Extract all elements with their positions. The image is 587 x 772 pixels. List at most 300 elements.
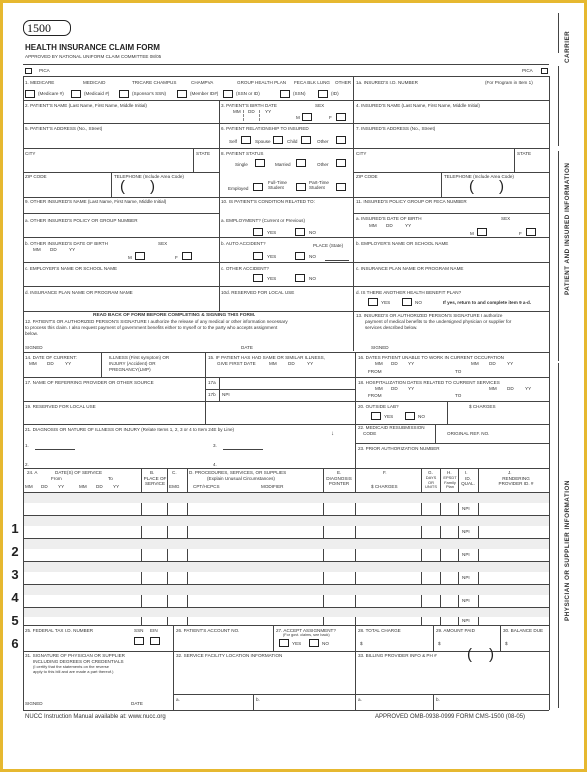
box24-h: H. <box>447 470 452 475</box>
box13-l3: services described below. <box>365 325 418 330</box>
rule <box>243 110 244 121</box>
box9b-dd: DD <box>50 247 57 252</box>
another-plan-no-box[interactable] <box>402 298 412 306</box>
rule <box>101 352 102 377</box>
auto-no: NO <box>309 254 316 259</box>
box16-mm2: MM <box>471 361 479 366</box>
box12-l1: 12. PATIENT'S OR AUTHORIZED PERSON'S SIGNATURE I authorize the release of any medical or other information necessary <box>25 319 288 324</box>
box18-mm2: MM <box>489 386 497 391</box>
medicare-checkbox[interactable] <box>25 90 35 98</box>
box17b-npi: NPI <box>222 392 230 397</box>
phone-paren-close: ) <box>150 178 155 195</box>
box20-charges: $ CHARGES <box>469 404 496 409</box>
box11a-mm: MM <box>369 223 377 228</box>
group-checkbox[interactable] <box>223 90 233 98</box>
rule <box>253 694 254 710</box>
accept-yes: YES <box>292 641 302 646</box>
box1-group: GROUP HEALTH PLAN <box>237 80 287 85</box>
row-number: 5 <box>11 613 19 628</box>
dx2-label: 2. <box>25 462 29 467</box>
box12-l2: to process this claim. I also request payment of government benefits either to myself or to the party who accepts assignment <box>25 325 278 330</box>
rule <box>111 172 112 197</box>
box9b-sex: SEX <box>158 241 168 246</box>
box3-m: M <box>296 115 300 120</box>
box16-dd: DD <box>391 361 398 366</box>
dx4-label: 4. <box>213 462 217 467</box>
employment-yes-box[interactable] <box>253 228 263 236</box>
box24-dates: DATE(S) OF SERVICE <box>55 470 103 475</box>
champva-checkbox[interactable] <box>177 90 187 98</box>
box14-dd: DD <box>47 361 54 366</box>
box11a-label: a. INSURED'S DATE OF BIRTH <box>356 216 422 221</box>
rule <box>23 100 549 101</box>
ssn-checkbox[interactable] <box>134 637 144 645</box>
box9b-f: F <box>175 255 178 260</box>
table-row-shade <box>24 516 549 526</box>
status-married-box[interactable] <box>296 159 306 167</box>
box10-label: 10. IS PATIENT'S CONDITION RELATED TO: <box>221 199 315 204</box>
box31-l2: INCLUDING DEGREES OR CREDENTIALS <box>33 659 124 664</box>
box11b-label: b. EMPLOYER'S NAME OR SCHOOL NAME <box>356 241 449 246</box>
box24-b: B. <box>150 470 155 475</box>
box3-f: F <box>329 115 332 120</box>
rule <box>23 148 549 149</box>
box3-label: 3. PATIENT'S BIRTH DATE <box>221 103 277 108</box>
rel-spouse: Spouse <box>255 139 271 144</box>
rel-self: Self <box>229 139 237 144</box>
box26-label: 26. PATIENT'S ACCOUNT NO. <box>176 628 240 633</box>
box15-first: GIVE FIRST DATE <box>217 361 256 366</box>
box33-b: b. <box>436 697 440 702</box>
city-label-2: CITY <box>356 151 367 156</box>
box10b-place: PLACE (State) <box>313 243 344 248</box>
status-fulltime: Full-Time Student <box>268 180 287 191</box>
box24-i2: ID. QUAL. <box>461 476 475 487</box>
state-label-2: STATE <box>517 151 532 156</box>
box24-g: G. <box>428 470 433 475</box>
box18-dd: DD <box>391 386 398 391</box>
rule <box>205 389 355 390</box>
box12-l3: below. <box>25 331 39 336</box>
box1a-label: 1a. INSURED'S I.D. NUMBER <box>356 80 418 85</box>
state-label: STATE <box>196 151 211 156</box>
box16-mm: MM <box>375 361 383 366</box>
rule <box>353 213 549 214</box>
status-married: Married <box>275 162 291 167</box>
box33-paren-close: ) <box>489 646 494 663</box>
rel-other: Other <box>317 139 329 144</box>
box24-d: D. PROCEDURES, SERVICES, OR SUPPLIES <box>189 470 287 475</box>
dx1-label: 1. <box>25 443 29 448</box>
group-sub: (SSN or ID) <box>236 91 260 96</box>
box9b-yy: YY <box>69 247 76 252</box>
carrier-line-bot <box>558 66 559 146</box>
status-other: Other <box>317 162 329 167</box>
status-single: Single <box>235 162 248 167</box>
employment-no-box[interactable] <box>295 228 305 236</box>
box3-mm: MM <box>233 109 241 114</box>
box10b-label: b. AUTO ACCIDENT? <box>221 241 266 246</box>
box24-e: E. <box>337 470 342 475</box>
rule <box>355 443 549 444</box>
another-plan-yes: YES <box>381 300 391 305</box>
phone-paren-open: ( <box>120 178 125 195</box>
box25-label: 25. FEDERAL TAX I.D. NUMBER <box>25 628 94 633</box>
rel-spouse-box[interactable] <box>273 136 283 144</box>
box1-champva: CHAMPVA <box>191 80 214 85</box>
employment-yes: YES <box>267 230 277 235</box>
rule <box>353 172 549 173</box>
box18-to: TO <box>455 393 462 398</box>
dx3-label: 3. <box>213 443 217 448</box>
box1a-note: (For Program in Item 1) <box>485 80 533 85</box>
feca-checkbox[interactable] <box>280 90 290 98</box>
medicaid-sub: (Medicaid #) <box>84 91 110 96</box>
box24-emg: EMG <box>169 484 180 489</box>
box11a-f: F <box>519 231 522 236</box>
pica-left: PICA <box>39 68 50 73</box>
rule <box>435 424 436 443</box>
box17b-label: 17b <box>208 392 216 397</box>
box22-label: 22. MEDICAID RESUBMISSION <box>358 425 425 430</box>
box15-dd: DD <box>288 361 295 366</box>
row-npi: NPI <box>462 529 470 534</box>
box18-dd2: DD <box>507 386 514 391</box>
row-npi: NPI <box>462 618 470 623</box>
accept-yes-box[interactable] <box>279 639 289 647</box>
box15-label: 15. IF PATIENT HAS HAD SAME OR SIMILAR ILLNESS, <box>208 355 325 360</box>
rule <box>23 64 549 65</box>
box10d-label: 10d. RESERVED FOR LOCAL USE <box>221 290 295 295</box>
box10c-label: c. OTHER ACCIDENT? <box>221 266 269 271</box>
row-npi: NPI <box>462 552 470 557</box>
rule <box>23 237 549 238</box>
box9b-label: b. OTHER INSURED'S DATE OF BIRTH <box>25 241 108 246</box>
ein-checkbox[interactable] <box>150 637 160 645</box>
rule <box>23 377 549 378</box>
box16-yy2: YY <box>507 361 514 366</box>
rule <box>23 213 219 214</box>
box32-a: a. <box>176 697 180 702</box>
box24-modifier: MODIFIER <box>261 484 284 489</box>
box7-label: 7. INSURED'S ADDRESS (No., Street) <box>356 126 436 131</box>
other-sub: (ID) <box>331 91 339 96</box>
insured-sex-m[interactable] <box>477 228 487 236</box>
box14-mm: MM <box>29 361 37 366</box>
box15-yy: YY <box>307 361 314 366</box>
outside-lab-no: NO <box>418 414 425 419</box>
rule <box>500 625 501 651</box>
box3-sex: SEX <box>315 103 325 108</box>
form-title: HEALTH INSURANCE CLAIM FORM <box>25 43 160 52</box>
row-number: 3 <box>11 567 19 582</box>
row-npi: NPI <box>462 598 470 603</box>
box25-ein: EIN <box>150 628 158 633</box>
box24-yy: YY <box>58 484 65 489</box>
table-row-shade <box>24 539 549 549</box>
rule <box>23 172 219 173</box>
rel-child-box[interactable] <box>301 136 311 144</box>
box30-dollar: $ <box>505 641 508 646</box>
accept-no: NO <box>322 641 329 646</box>
auto-no-box[interactable] <box>295 252 305 260</box>
rule <box>193 148 194 172</box>
box24-c: C. <box>172 470 177 475</box>
box27-label: 27. ACCEPT ASSIGNMENT? <box>276 628 336 633</box>
medicaid-checkbox[interactable] <box>71 90 81 98</box>
row-npi: NPI <box>462 506 470 511</box>
rule <box>23 468 549 469</box>
box31-date: DATE <box>131 701 143 706</box>
box24-d2: (Explain Unusual Circumstances) <box>207 476 275 481</box>
rel-self-box[interactable] <box>241 136 251 144</box>
rule <box>205 352 206 424</box>
approval-text: APPROVED BY NATIONAL UNIFORM CLAIM COMMITTEE 08/05 <box>25 54 162 59</box>
box24-j2: RENDERING PROVIDER ID. # <box>498 476 534 487</box>
rel-child: Child <box>287 139 298 144</box>
row-number: 1 <box>11 521 19 536</box>
box11a-dd: DD <box>386 223 393 228</box>
box24-g2: DAYS OR UNITS <box>425 475 437 490</box>
dx1-line <box>35 449 75 450</box>
rule <box>549 76 550 710</box>
place-underline <box>325 260 349 261</box>
zip-label: ZIP CODE <box>25 174 47 179</box>
footer-right: APPROVED OMB-0938-0999 FORM CMS-1500 (08-05) <box>375 714 526 720</box>
rule <box>23 401 549 402</box>
other-sex-m[interactable] <box>135 252 145 260</box>
city-label: CITY <box>25 151 36 156</box>
box16-from: FROM <box>368 369 382 374</box>
other-acc-no: NO <box>309 276 316 281</box>
box31-signed: SIGNED <box>25 701 43 706</box>
side-carrier: CARRIER <box>564 30 571 63</box>
zip-label-2: ZIP CODE <box>356 174 378 179</box>
box16-dd2: DD <box>489 361 496 366</box>
box31-l1: 31. SIGNATURE OF PHYSICIAN OR SUPPLIER <box>25 653 125 658</box>
box32-label: 32. SERVICE FACILITY LOCATION INFORMATION <box>176 653 283 658</box>
box24-a: 24. A <box>27 470 38 475</box>
box33-paren-open: ( <box>467 646 472 663</box>
box1-label: 1. MEDICARE <box>25 80 55 85</box>
rule <box>23 123 549 124</box>
medicare-sub: (Medicare #) <box>38 91 64 96</box>
status-employed-box[interactable] <box>253 183 263 191</box>
box24-mm: MM <box>25 484 33 489</box>
box20-label: 20. OUTSIDE LAB? <box>358 404 399 409</box>
box1-medicaid: MEDICAID <box>83 80 106 85</box>
box22-ref: ORIGINAL REF. NO. <box>447 431 490 436</box>
rule <box>23 262 549 263</box>
status-fulltime-box[interactable] <box>296 183 306 191</box>
employment-no: NO <box>309 230 316 235</box>
box17a-label: 17a <box>208 380 216 385</box>
table-row-shade <box>24 493 549 503</box>
box10a-label: a. EMPLOYMENT? (Current or Previous) <box>221 218 305 223</box>
physician-bar <box>558 363 559 708</box>
rule <box>23 424 549 425</box>
box12-date: DATE <box>241 345 253 350</box>
box12-signed: SIGNED <box>25 345 43 350</box>
table-row-shade <box>24 608 549 617</box>
box31-l4: apply to this bill and are made a part thereof.) <box>33 669 114 674</box>
box9c-label: c. EMPLOYER'S NAME OR SCHOOL NAME <box>25 266 118 271</box>
box24-place: PLACE OF SERVICE <box>143 476 167 487</box>
arrow-icon: ↓ <box>331 431 334 437</box>
box6-label: 6. PATIENT RELATIONSHIP TO INSURED <box>221 126 309 131</box>
box15-mm: MM <box>269 361 277 366</box>
box17-label: 17. NAME OF REFERRING PROVIDER OR OTHER SOURCE <box>25 380 154 385</box>
dx3-line <box>223 449 263 450</box>
side-patient: PATIENT AND INSURED INFORMATION <box>564 162 571 295</box>
claim-form-sheet <box>3 3 584 769</box>
box19-label: 19. RESERVED FOR LOCAL USE <box>25 404 96 409</box>
rule <box>23 311 549 312</box>
rule <box>514 148 515 172</box>
box31-l3: (I certify that the statements on the reverse <box>33 664 110 669</box>
box24-h2: EPSDT Family Plan <box>443 475 457 490</box>
row-number: 4 <box>11 590 19 605</box>
insured-sex-f[interactable] <box>526 228 536 236</box>
box18-mm: MM <box>375 386 383 391</box>
rel-other-box[interactable] <box>336 136 346 144</box>
patient-bar <box>558 151 559 361</box>
box3-dd: DD <box>248 109 255 114</box>
box28-label: 28. TOTAL CHARGE <box>358 628 401 633</box>
auto-yes: YES <box>267 254 277 259</box>
box30-label: 30. BALANCE DUE <box>503 628 544 633</box>
status-parttime: Part-Time Student <box>309 180 329 191</box>
box9a-label: a. OTHER INSURED'S POLICY OR GROUP NUMBER <box>25 218 138 223</box>
outside-lab-yes: YES <box>384 414 394 419</box>
box1-tricare: TRICARE CHAMPUS <box>132 80 177 85</box>
box14-injury: INJURY (Accident) OR <box>109 361 156 366</box>
box24-yy2: YY <box>113 484 120 489</box>
side-physician: PHYSICIAN OR SUPPLIER INFORMATION <box>564 480 571 621</box>
rule <box>23 197 549 198</box>
box9b-mm: MM <box>33 247 41 252</box>
pica-right-box[interactable] <box>541 68 548 74</box>
feca-sub: (SSN) <box>293 91 306 96</box>
patient-sex-m[interactable] <box>302 113 312 121</box>
box21-label: 21. DIAGNOSIS OR NATURE OF ILLNESS OR INJURY (Relate Items 1, 2, 3 or 4 to Item 24E by Line) <box>25 427 235 432</box>
box14-yy: YY <box>65 361 72 366</box>
outside-lab-no-box[interactable] <box>405 412 415 420</box>
pica-right: PICA <box>522 68 533 73</box>
box9-label: 9. OTHER INSURED'S NAME (Last Name, First Name, Middle Initial) <box>25 199 167 204</box>
box24-fcharges: $ CHARGES <box>371 484 398 489</box>
rule <box>433 625 434 651</box>
box14-illness: ILLNESS (First symptom) OR <box>109 355 170 360</box>
box24-e2: DIAGNOSIS POINTER <box>326 476 352 487</box>
box18-yy2: YY <box>525 386 532 391</box>
box1-feca: FECA BLK LUNG <box>294 80 330 85</box>
phone2-paren-close: ) <box>499 178 504 195</box>
box11d-note: If yes, return to and complete item 9 a-d. <box>443 300 532 305</box>
rule <box>23 76 549 77</box>
box9b-m: M <box>128 255 132 260</box>
champva-sub: (Member ID#) <box>190 91 219 96</box>
rule <box>173 694 549 695</box>
other-sex-f[interactable] <box>182 252 192 260</box>
carrier-line-top <box>558 13 559 53</box>
box13-signed: SIGNED <box>371 345 389 350</box>
patient-sex-f[interactable] <box>336 113 346 121</box>
rule <box>173 625 174 710</box>
box29-label: 29. AMOUNT PAID <box>436 628 475 633</box>
row-npi: NPI <box>462 575 470 580</box>
tricare-sub: (Sponsor's SSN) <box>132 91 167 96</box>
box11a-yy: YY <box>405 223 412 228</box>
box11a-m: M <box>470 231 474 236</box>
other-acc-yes: YES <box>267 276 277 281</box>
box8-label: 8. PATIENT STATUS <box>221 151 264 156</box>
telephone-label-2: TELEPHONE (Include Area Code) <box>444 174 514 179</box>
box13-l2: payment of medical benefits to the undersigned physician or supplier for <box>365 319 512 324</box>
table-row-shade <box>24 585 549 595</box>
row-number: 6 <box>11 636 19 651</box>
pica-left-box[interactable] <box>25 68 32 74</box>
other-checkbox[interactable] <box>318 90 328 98</box>
outside-lab-yes-box[interactable] <box>371 412 381 420</box>
table-row-shade <box>24 562 549 572</box>
box24-from: From <box>51 476 62 481</box>
box22-code: CODE <box>363 431 377 436</box>
box11c-label: c. INSURANCE PLAN NAME OR PROGRAM NAME <box>356 266 464 271</box>
box24-dd2: DD <box>96 484 103 489</box>
rule <box>259 110 260 121</box>
status-parttime-box[interactable] <box>336 183 346 191</box>
another-plan-no: NO <box>415 300 422 305</box>
box18-from: FROM <box>368 393 382 398</box>
rule <box>355 352 356 710</box>
box23-label: 23. PRIOR AUTHORIZATION NUMBER <box>358 446 440 451</box>
accept-no-box[interactable] <box>309 639 319 647</box>
rule <box>23 625 549 626</box>
rule <box>447 401 448 424</box>
other-acc-yes-box[interactable] <box>253 274 263 282</box>
box16-label: 16. DATES PATIENT UNABLE TO WORK IN CURRENT OCCUPATION <box>358 355 504 360</box>
auto-yes-box[interactable] <box>253 252 263 260</box>
box25-ssn: SSN <box>134 628 144 633</box>
box16-yy: YY <box>408 361 415 366</box>
box14-label: 14. DATE OF CURRENT: <box>25 355 77 360</box>
box16-to: TO <box>455 369 462 374</box>
box11d-label: d. IS THERE ANOTHER HEALTH BENEFIT PLAN? <box>356 290 462 295</box>
box24-cpt: CPT/HCPCS <box>193 484 220 489</box>
box29-dollar: $ <box>438 641 441 646</box>
tricare-checkbox[interactable] <box>119 90 129 98</box>
box24-i: I. <box>465 470 468 475</box>
box18-label: 18. HOSPITALIZATION DATES RELATED TO CURRENT SERVICES <box>358 380 500 385</box>
box18-yy: YY <box>408 386 415 391</box>
rule <box>23 286 549 287</box>
box24-mm2: MM <box>79 484 87 489</box>
status-single-box[interactable] <box>255 159 265 167</box>
status-other-box[interactable] <box>336 159 346 167</box>
another-plan-yes-box[interactable] <box>368 298 378 306</box>
box24-to: To <box>108 476 113 481</box>
box11-label: 11. INSURED'S POLICY GROUP OR FECA NUMBER <box>356 199 467 204</box>
rule <box>219 197 220 311</box>
box2-label: 2. PATIENT'S NAME (Last Name, First Name, Middle Initial) <box>25 103 147 108</box>
box24-dd: DD <box>41 484 48 489</box>
other-acc-no-box[interactable] <box>295 274 305 282</box>
phone2-paren-open: ( <box>469 178 474 195</box>
box24-j: J. <box>508 470 512 475</box>
box5-label: 5. PATIENT'S ADDRESS (No., Street) <box>25 126 103 131</box>
box27-note: (For govt. claims, see back) <box>283 633 330 637</box>
